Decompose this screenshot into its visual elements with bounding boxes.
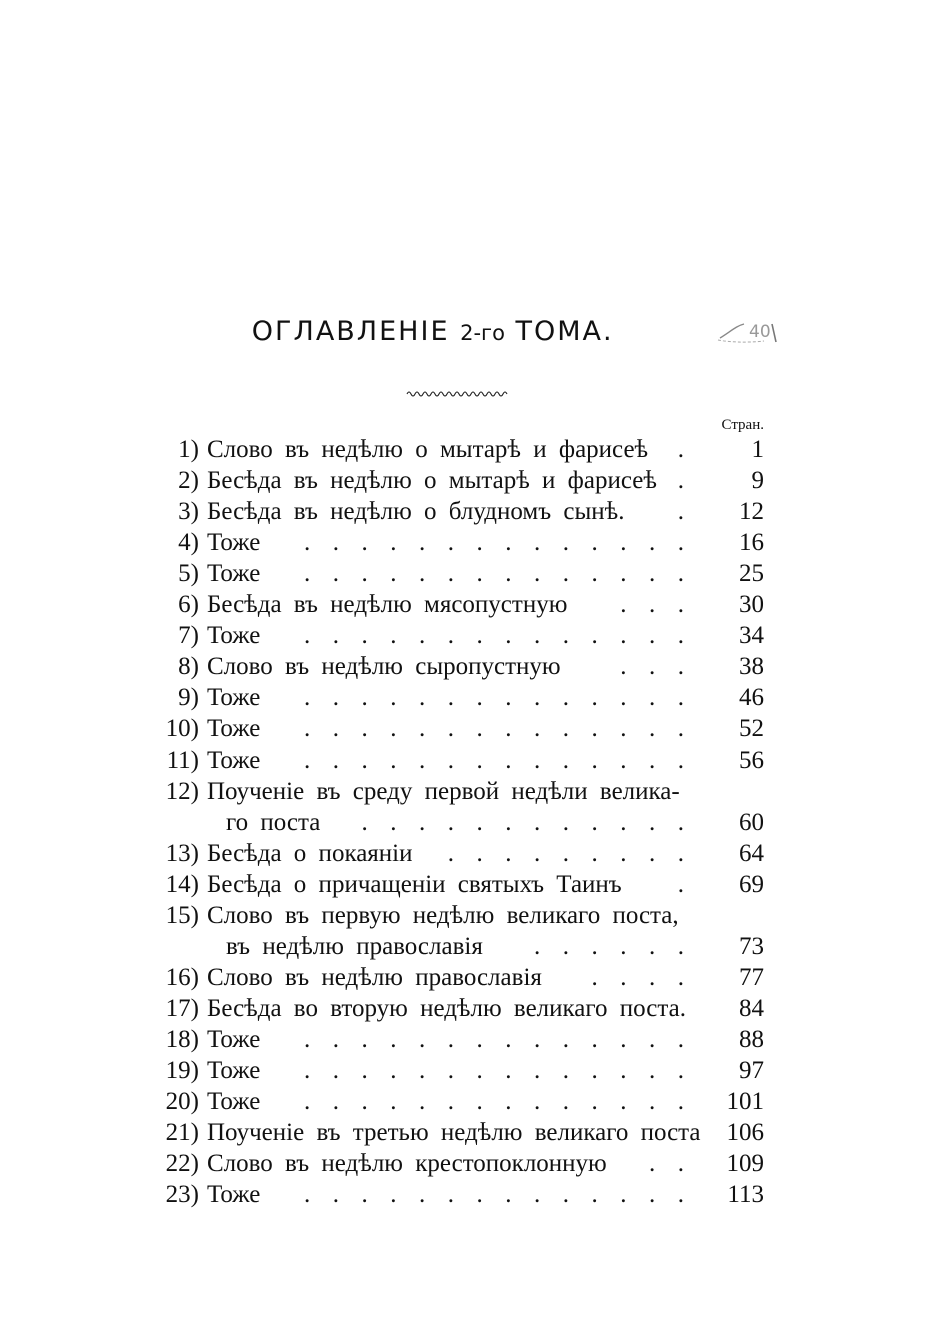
toc-entry-title-text: въ недѣлю православія (226, 932, 483, 960)
toc-entry (0, 993, 936, 1024)
toc-entry-number: 12) (165, 777, 199, 805)
toc-entry-title-text: Слово въ недѣлю православія (207, 963, 542, 991)
toc-entry-title-text: Тоже (207, 1088, 261, 1116)
dot-leader: .............. (304, 1088, 707, 1116)
toc-entry-title (207, 465, 702, 496)
toc-entry (0, 776, 936, 807)
toc-entry-page: 88 (739, 1025, 764, 1053)
toc-entry-page: 46 (739, 684, 764, 712)
toc-entry-title-text: Тоже (207, 746, 261, 774)
toc-entry-page: 73 (739, 932, 764, 960)
toc-entry (0, 651, 936, 682)
toc-entry-number: 11) (166, 746, 199, 774)
dot-leader: . (677, 436, 684, 463)
toc-entry (0, 1179, 936, 1210)
toc-entry-number: 5) (178, 560, 199, 588)
toc-entry-title-text: Тоже (207, 1057, 261, 1084)
toc-entry (0, 869, 936, 900)
toc-entry-page: 84 (739, 994, 764, 1022)
toc-entry-title-text: Тоже (207, 1025, 261, 1053)
toc-entry-title-text: Тоже (207, 684, 261, 712)
toc-entry-page: 16 (739, 529, 764, 557)
dot-leader: .............. (304, 1057, 707, 1084)
dot-leader: .............. (304, 715, 707, 743)
toc-entry-title-text: Тоже (207, 622, 261, 650)
toc-entry-title-text: Тоже (207, 715, 261, 743)
toc-entry-title-text: го поста (226, 808, 321, 836)
toc-entry-title-text: Тоже (207, 529, 261, 557)
toc-entry-page: 12 (739, 498, 764, 526)
toc-entry-number: 21) (165, 1119, 199, 1147)
toc-entry-title-text: Поученіе въ среду первой недѣли велика- (207, 777, 680, 805)
toc-entry-page: 64 (739, 839, 764, 867)
toc-entry-page: 106 (726, 1119, 764, 1147)
dot-leader: .... (591, 963, 707, 991)
table-of-contents (0, 413, 936, 1233)
toc-entry-number: 19) (165, 1057, 199, 1084)
toc-entry-title-text: Бесѣда въ недѣлю о мытарѣ и фарисеѣ (207, 467, 657, 495)
toc-entry-number: 1) (178, 436, 199, 463)
toc-entry-title-text: Бесѣда о причащеніи святыхъ Таинъ (207, 870, 622, 898)
toc-entry-number: 15) (165, 901, 199, 929)
toc-entry-title (207, 993, 702, 1024)
toc-entry (0, 1055, 936, 1086)
toc-entry (0, 1086, 936, 1117)
dot-leader: ... (620, 591, 707, 619)
toc-entry (0, 713, 936, 744)
toc-entry-title-text: Бесѣда о покаяніи (207, 839, 413, 867)
toc-entry-number: 14) (165, 870, 199, 898)
toc-entry-title (207, 900, 702, 931)
page-column-label: Стран. (721, 417, 764, 433)
toc-entry-title-text: Бесѣда во вторую недѣлю великаго поста. (207, 994, 686, 1022)
toc-entry-title-text: Тоже (207, 560, 261, 588)
toc-entry-page: 69 (739, 870, 764, 898)
toc-entry-title-text: Слово въ недѣлю крестопоклонную (207, 1150, 607, 1178)
toc-entry-number: 9) (178, 684, 199, 712)
toc-entry-page: 77 (739, 963, 764, 991)
toc-entry-page: 34 (739, 622, 764, 650)
toc-entry-number: 23) (165, 1181, 199, 1209)
toc-entry-number: 13) (165, 839, 199, 867)
stamp-number: 40 (749, 322, 771, 342)
toc-entry-title (207, 1148, 702, 1179)
toc-entry (0, 1117, 936, 1148)
toc-entry-number: 8) (178, 653, 199, 681)
toc-entry (0, 1024, 936, 1055)
toc-entry-page: 1 (751, 436, 764, 463)
dot-leader: ... (620, 653, 707, 681)
toc-entry-page: 109 (726, 1150, 764, 1178)
toc-entry-number: 3) (178, 498, 199, 526)
title-main: ОГЛАВЛЕНІЕ (251, 316, 450, 347)
toc-entry-number: 4) (178, 529, 199, 557)
toc-entry (0, 620, 936, 651)
toc-entry-continuation (0, 807, 936, 838)
toc-entry-title (207, 776, 702, 807)
dot-leader: ............ (361, 808, 707, 836)
dot-leader: .............. (304, 560, 707, 588)
toc-entry (0, 745, 936, 776)
toc-entry-number: 18) (165, 1025, 199, 1053)
toc-entry-number: 22) (165, 1150, 199, 1178)
toc-entry-page: 60 (739, 808, 764, 836)
dot-leader: .............. (304, 746, 707, 774)
dot-leader: . (677, 870, 707, 898)
toc-entry-title-text: Слово въ недѣлю сыропустную (207, 653, 561, 681)
toc-entry-page: 25 (739, 560, 764, 588)
toc-entry-page: 38 (739, 653, 764, 681)
title-volume-number: 2-го (460, 321, 505, 345)
toc-entry (0, 465, 936, 496)
toc-entry-title-text: Поученіе въ третью недѣлю великаго поста (207, 1119, 701, 1147)
toc-entry-title-text: Бесѣда въ недѣлю мясопустную (207, 591, 568, 619)
dot-leader: . (677, 498, 707, 526)
toc-title (0, 312, 936, 353)
toc-entry-page: 113 (727, 1181, 764, 1209)
dot-leader: .............. (304, 1025, 707, 1053)
toc-entry-number: 10) (165, 715, 199, 743)
toc-entry-number: 2) (178, 467, 199, 495)
toc-entry (0, 900, 936, 931)
library-stamp (716, 316, 782, 346)
toc-entry (0, 496, 936, 527)
toc-entry-title (207, 496, 702, 527)
dot-leader: ...... (534, 932, 707, 960)
toc-entry (0, 838, 936, 869)
toc-entry-number: 7) (178, 622, 199, 650)
toc-entry-title-text: Слово въ первую недѣлю великаго поста, (207, 901, 679, 929)
decorative-rule (405, 388, 509, 400)
dot-leader: . (677, 467, 684, 495)
toc-entry-page: 9 (751, 467, 764, 495)
toc-entry-number: 17) (165, 994, 199, 1022)
toc-entry-title (207, 434, 702, 465)
toc-entry (0, 589, 936, 620)
dot-leader: .............. (304, 684, 707, 712)
toc-entry (0, 434, 936, 465)
toc-entry (0, 527, 936, 558)
dot-leader: .............. (304, 529, 707, 557)
toc-entry-title-text: Бесѣда въ недѣлю о блудномъ сынѣ. (207, 498, 625, 526)
toc-entry-title (207, 869, 702, 900)
toc-entry-page: 97 (739, 1057, 764, 1084)
toc-entry-page: 56 (739, 746, 764, 774)
dot-leader: .............. (304, 622, 707, 650)
toc-entry-title-text: Слово въ недѣлю о мытарѣ и фарисеѣ (207, 436, 649, 463)
dot-leader: ......... (447, 839, 707, 867)
toc-entry-number: 6) (178, 591, 199, 619)
toc-entry-continuation (0, 931, 936, 962)
toc-entry (0, 962, 936, 993)
toc-entry-page: 52 (739, 715, 764, 743)
toc-entry (0, 682, 936, 713)
toc-entry-title (207, 1117, 702, 1148)
dot-leader: .............. (304, 1181, 707, 1209)
toc-entry-page: 101 (726, 1088, 764, 1116)
toc-entry (0, 558, 936, 589)
toc-entry (0, 1148, 936, 1179)
toc-entry-page: 30 (739, 591, 764, 619)
toc-entry-number: 20) (165, 1088, 199, 1116)
title-end: ТОМА. (515, 316, 614, 347)
toc-entry-number: 16) (165, 963, 199, 991)
toc-entry-title-text: Тоже (207, 1181, 261, 1209)
dot-leader: .. (649, 1150, 707, 1178)
